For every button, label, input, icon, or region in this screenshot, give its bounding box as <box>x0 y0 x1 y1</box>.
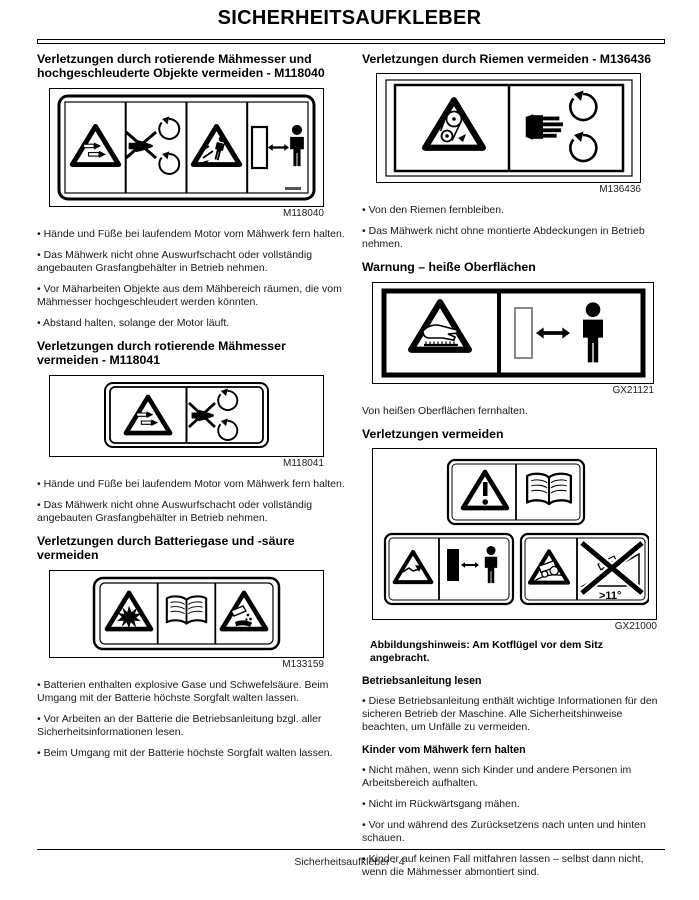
safety-label-m118041-image <box>49 375 324 457</box>
safety-label-m118040-image <box>49 88 324 207</box>
bullet-list-battery <box>37 679 348 760</box>
page-footer: Sicherheitsaufkleber - 4 <box>294 856 405 868</box>
figure-m118040 <box>49 88 324 220</box>
bullet-list-m118041 <box>37 478 348 525</box>
page-title: SICHERHEITSAUFKLEBER <box>217 7 482 29</box>
bullet: • Das Mähwerk nicht ohne montierte Abdeckungen in Betrieb nehmen. <box>362 225 665 251</box>
column-right <box>362 51 665 888</box>
two-column-layout <box>0 44 699 888</box>
bullet: • Vor Mäharbeiten Objekte aus dem Mähbereich räumen, die vom Mähmesser hochgeschleudert werden könnten. <box>37 283 348 309</box>
section-heading-battery: Verletzungen durch Batteriegase und -säure vermeiden <box>37 533 295 563</box>
section-heading-m118041: Verletzungen durch rotierende Mähmesser vermeiden - M118041 <box>37 338 286 368</box>
bullet-list-belts <box>362 204 665 251</box>
subheading-children: Kinder vom Mähwerk fern halten <box>362 744 526 757</box>
bullet: • Hände und Füße bei laufendem Motor vom Mähwerk fern halten. <box>37 478 348 491</box>
safety-label-m136436-image <box>376 73 641 183</box>
section-heading-m136436: Verletzungen durch Riemen vermeiden - M136436 <box>362 51 652 66</box>
exclamation-icon <box>482 482 488 505</box>
bullet: • Abstand halten, solange der Motor läuft. <box>37 317 348 330</box>
bullet: • Vor und während des Zurücksetzens nach unten und hinten schauen. <box>362 819 665 845</box>
bullet: • Diese Betriebsanleitung enthält wichtige Informationen für den sicheren Betrieb der Maschine. Alle Sicherheitshinweise beachten, um Unfälle zu vermeiden. <box>362 695 665 734</box>
bullet: • Kinder auf keinen Fall mitfahren lassen – selbst dann nicht, wenn die Mähmesser abmontiert sind. <box>362 853 665 879</box>
figure-m133159 <box>49 570 324 671</box>
figure-caption-gx21000: GX21000 <box>614 621 657 633</box>
hot-surfaces-note: Von heißen Oberflächen fernhalten. <box>362 404 528 417</box>
bullet: • Batterien enthalten explosive Gase und Schwefelsäure. Beim Umgang mit der Batterie höchste Sorgfalt walten lassen. <box>37 679 348 705</box>
slope-angle-label: >11° <box>598 590 621 603</box>
figure-gx21000 <box>372 448 657 633</box>
figure-caption-m118040: M118040 <box>283 207 324 219</box>
safety-label-m133159-image <box>49 570 324 658</box>
figure-caption-m136436: M136436 <box>599 184 641 196</box>
figure-caption-m118041: M118041 <box>283 457 324 469</box>
figure-note: Abbildungshinweis: Am Kotflügel vor dem Sitz angebracht. <box>370 639 603 665</box>
read-manual-book-icon <box>527 474 571 504</box>
figure-caption-gx21121: GX21121 <box>612 384 654 396</box>
read-manual-book-icon <box>167 596 206 623</box>
bullet: • Beim Umgang mit der Batterie höchste Sorgfalt walten lassen. <box>37 747 348 760</box>
safety-label-gx21121-image <box>372 282 654 384</box>
bullet-list-m118040 <box>37 228 348 330</box>
footer-rule <box>37 849 665 850</box>
bullet: • Nicht im Rückwärtsgang mähen. <box>362 798 665 811</box>
bullet: • Vor Arbeiten an der Batterie die Betriebsanleitung bzgl. aller Sicherheitsinformationen lesen. <box>37 713 348 739</box>
figure-caption-m133159: M133159 <box>282 659 324 671</box>
subheading-read-manual: Betriebsanleitung lesen <box>362 675 482 688</box>
section-heading-avoid-injury: Verletzungen vermeiden <box>362 426 504 441</box>
figure-m118041 <box>49 375 324 470</box>
figure-gx21121 <box>372 282 654 397</box>
bullet: • Von den Riemen fernbleiben. <box>362 204 665 217</box>
section-heading-m118040: Verletzungen durch rotierende Mähmesser und hochgeschleuderte Objekte vermeiden - M118040 <box>37 51 325 81</box>
bullet: • Das Mähwerk nicht ohne Auswurfschacht oder vollständig angebauten Grasfangbehälter in Betrieb nehmen. <box>37 249 348 275</box>
bullet: • Hände und Füße bei laufendem Motor vom Mähwerk fern halten. <box>37 228 348 241</box>
section-heading-hot-surfaces: Warnung – heiße Oberflächen <box>362 260 536 275</box>
bullet-list-read-manual <box>362 695 665 734</box>
bullet: • Das Mähwerk nicht ohne Auswurfschacht oder vollständig angebauten Grasfangbehälter in Betrieb nehmen. <box>37 499 348 525</box>
figure-m136436 <box>376 73 641 196</box>
column-left <box>37 51 348 769</box>
bullet: • Nicht mähen, wenn sich Kinder und andere Personen im Arbeitsbereich aufhalten. <box>362 764 665 790</box>
safety-label-gx21000-image <box>372 448 657 620</box>
label-code-mark <box>285 187 301 190</box>
